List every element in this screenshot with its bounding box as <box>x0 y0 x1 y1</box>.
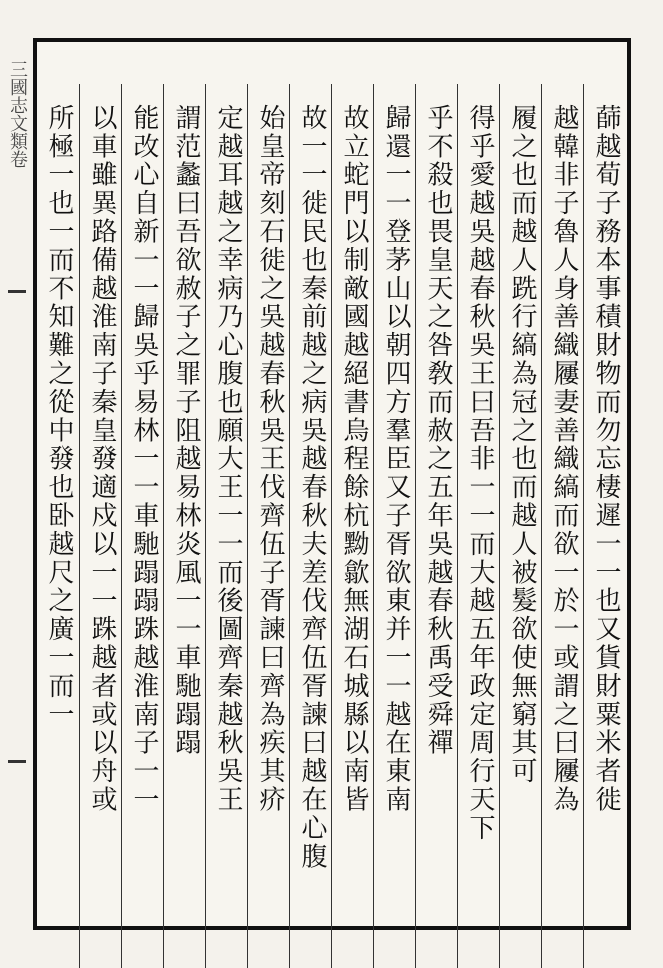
text-column: 歸還一一登茅山以朝四方羣臣又子胥欲東并一一越在東南 <box>373 84 417 968</box>
text-column: 乎不殺也畏皇天之咎敎而赦之五年吳越春秋禹受舜禪 <box>415 84 459 968</box>
text-column: 得乎愛越吳越春秋吳王曰吾非一一而大越五年政定周行天下 <box>457 84 501 968</box>
text-frame <box>33 38 631 930</box>
margin-marker <box>8 760 26 763</box>
margin-text: 三國志文類卷 <box>7 60 28 168</box>
text-column: 越韓非子魯人身善織屨妻善織縞而欲一於一或謂之曰屨為 <box>541 84 585 968</box>
text-column: 故立蛇門以制敵國越絕書烏程餘杭黝歙無湖石城縣以南皆 <box>331 84 375 968</box>
margin-label <box>2 60 32 920</box>
margin-marker <box>8 290 26 293</box>
text-column: 故一一徙民也秦前越之病吳越春秋夫差伐齊伍胥諫曰越在心腹 <box>289 84 333 968</box>
text-column: 能改心自新一一歸吳乎易林一一車馳蹋蹋跦越淮南子一一 <box>121 84 165 968</box>
text-column: 所極一也一而不知難之從中發也卧越尺之廣一而一 <box>44 104 74 729</box>
text-column: 蒒越荀子務本事積財物而勿忘棲遲一一也又貨財粟米者徙 <box>583 84 627 968</box>
text-column: 定越耳越之幸病乃心腹也願大王一一而後圖齊秦越秋吳王 <box>205 84 249 968</box>
text-column: 以車雖異路備越淮南子秦皇發適戍以一一跦越者或以舟或 <box>79 84 123 968</box>
text-column: 履之也而越人跣行縞為冠之也而越人被髮欲使無窮其可 <box>499 84 543 968</box>
text-column: 始皇帝刻石徙之吳越春秋吳王伐齊伍子胥諫曰齊為疾其疥 <box>247 84 291 968</box>
text-column: 謂范蠡曰吾欲赦子之罪子阻越易林炎風一一車馳蹋蹋 <box>163 84 207 968</box>
